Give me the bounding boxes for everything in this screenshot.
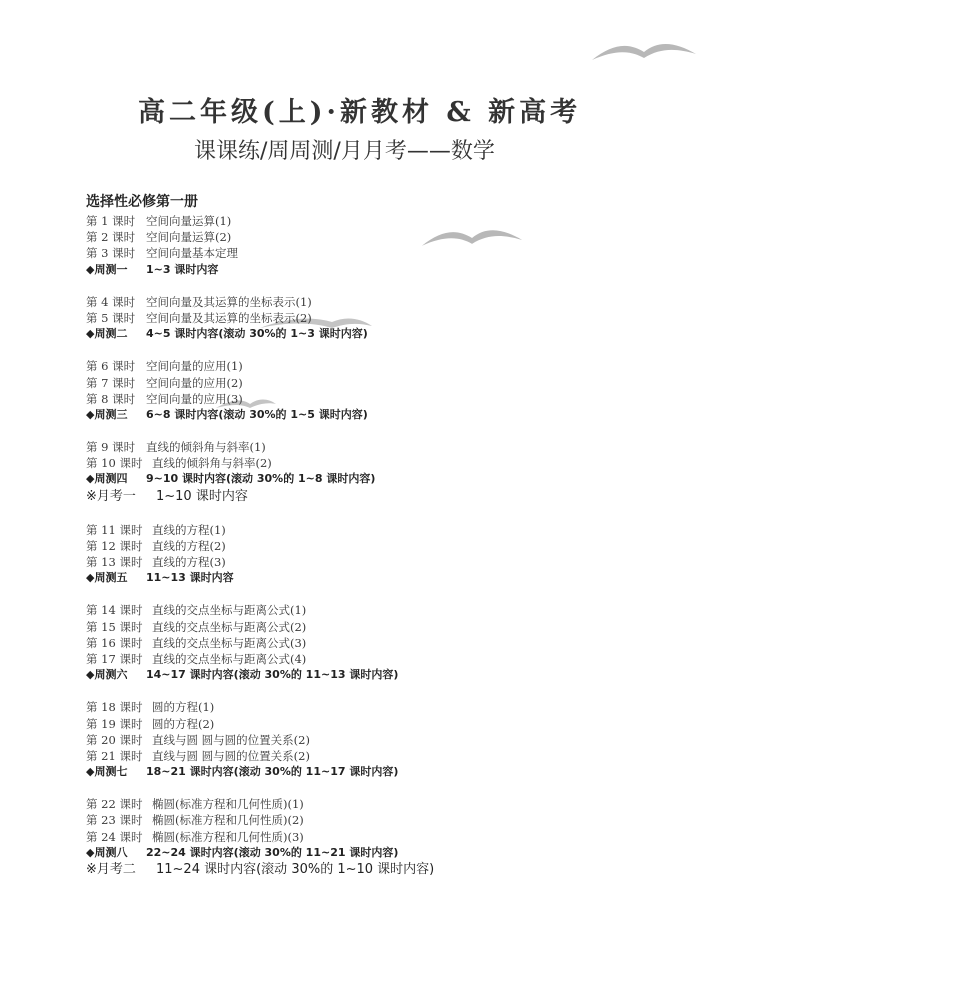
monthly-exam-label: ※月考二 — [86, 862, 136, 877]
lesson-group — [86, 439, 646, 506]
lesson-topic: 直线的倾斜角与斜率(1) — [146, 440, 266, 455]
lesson-number: 第 2 课时 — [86, 230, 136, 245]
page-subtitle: 课课练/周周测/月月考——数学 — [194, 139, 495, 164]
lesson-topic: 直线与圆 圆与圆的位置关系(2) — [152, 748, 310, 763]
lesson-row — [86, 829, 646, 845]
weekly-test-row — [86, 326, 646, 342]
lesson-row — [86, 375, 646, 391]
lesson-topic: 空间向量的应用(2) — [146, 375, 243, 390]
lesson-group — [86, 602, 646, 683]
lesson-number: 第 13 课时 — [86, 555, 143, 569]
weekly-test-row — [86, 471, 646, 487]
lesson-row — [86, 213, 646, 229]
lesson-number: 第 5 课时 — [86, 310, 136, 325]
weekly-test-content: 4~5 课时内容(滚动 30%的 1~3 课时内容) — [146, 327, 368, 341]
weekly-test-content: 11~13 课时内容 — [146, 571, 234, 585]
lesson-row — [86, 635, 646, 651]
monthly-exam-content: 1~10 课时内容 — [156, 488, 248, 504]
lesson-group — [86, 522, 646, 587]
lesson-topic: 圆的方程(2) — [152, 716, 215, 731]
lesson-topic: 圆的方程(1) — [152, 700, 215, 715]
lesson-number: 第 18 课时 — [86, 700, 143, 715]
lesson-row — [86, 602, 646, 618]
lesson-number: 第 15 课时 — [86, 619, 143, 634]
weekly-test-content: 18~21 课时内容(滚动 30%的 11~17 课时内容) — [146, 765, 399, 779]
lesson-row — [86, 358, 646, 374]
lesson-row — [86, 619, 646, 635]
lesson-topic: 空间向量及其运算的坐标表示(1) — [146, 294, 312, 309]
monthly-exam-row — [86, 488, 646, 506]
table-of-contents — [86, 193, 646, 895]
weekly-test-row — [86, 845, 646, 861]
lesson-topic: 直线的交点坐标与距离公式(3) — [152, 635, 307, 650]
weekly-test-label: ◆周测五 — [86, 571, 128, 585]
lesson-topic: 椭圆(标准方程和几何性质)(2) — [152, 813, 304, 828]
lesson-number: 第 8 课时 — [86, 391, 136, 406]
book-title: 选择性必修第一册 — [86, 194, 198, 210]
lesson-row — [86, 310, 646, 326]
weekly-test-row — [86, 764, 646, 780]
lesson-number: 第 3 课时 — [86, 246, 136, 261]
lesson-group — [86, 796, 646, 879]
lesson-group — [86, 699, 646, 780]
weekly-test-row — [86, 262, 646, 278]
lesson-topic: 空间向量及其运算的坐标表示(2) — [146, 310, 312, 325]
lesson-row — [86, 732, 646, 748]
lesson-row — [86, 522, 646, 538]
lesson-topic: 直线的交点坐标与距离公式(2) — [152, 619, 307, 634]
lesson-row — [86, 699, 646, 715]
lesson-topic: 空间向量的应用(3) — [146, 391, 243, 406]
lesson-row — [86, 538, 646, 554]
lesson-group — [86, 213, 646, 278]
lesson-row — [86, 796, 646, 812]
lesson-row — [86, 748, 646, 764]
weekly-test-label: ◆周测七 — [86, 765, 128, 779]
page-title: 高二年级(上)·新教材 & 新高考 — [138, 97, 582, 128]
lesson-topic: 直线的交点坐标与距离公式(1) — [152, 603, 307, 618]
weekly-test-label: ◆周测六 — [86, 668, 128, 682]
monthly-exam-label: ※月考一 — [86, 488, 136, 504]
weekly-test-row — [86, 407, 646, 423]
lesson-topic: 直线的方程(1) — [152, 522, 226, 537]
lesson-number: 第 24 课时 — [86, 829, 143, 844]
weekly-test-label: ◆周测二 — [86, 327, 128, 341]
weekly-test-content: 1~3 课时内容 — [146, 262, 219, 276]
lesson-row — [86, 716, 646, 732]
lesson-number: 第 7 课时 — [86, 375, 136, 390]
monthly-exam-row — [86, 861, 646, 879]
weekly-test-content: 6~8 课时内容(滚动 30%的 1~5 课时内容) — [146, 407, 368, 421]
lesson-row — [86, 651, 646, 667]
lesson-number: 第 20 课时 — [86, 732, 143, 747]
weekly-test-label: ◆周测四 — [86, 472, 128, 486]
lesson-number: 第 22 课时 — [86, 797, 143, 812]
lesson-number: 第 19 课时 — [86, 716, 143, 731]
weekly-test-row — [86, 570, 646, 586]
weekly-test-content: 9~10 课时内容(滚动 30%的 1~8 课时内容) — [146, 472, 376, 486]
lesson-number: 第 12 课时 — [86, 538, 143, 553]
lesson-number: 第 17 课时 — [86, 651, 143, 666]
lesson-topic: 直线的交点坐标与距离公式(4) — [152, 651, 307, 666]
lesson-group — [86, 358, 646, 423]
weekly-test-label: ◆周测八 — [86, 845, 128, 859]
weekly-test-label: ◆周测三 — [86, 407, 128, 421]
lesson-row — [86, 229, 646, 245]
lesson-topic: 椭圆(标准方程和几何性质)(1) — [152, 797, 304, 812]
lesson-number: 第 1 课时 — [86, 214, 136, 228]
lesson-topic: 直线的倾斜角与斜率(2) — [152, 456, 272, 471]
weekly-test-content: 22~24 课时内容(滚动 30%的 11~21 课时内容) — [146, 845, 399, 859]
lesson-topic: 空间向量的应用(1) — [146, 359, 243, 374]
lesson-row — [86, 439, 646, 455]
lesson-group — [86, 294, 646, 343]
weekly-test-row — [86, 667, 646, 683]
lesson-topic: 空间向量运算(2) — [146, 230, 232, 245]
lesson-row — [86, 391, 646, 407]
lesson-number: 第 11 课时 — [86, 522, 143, 537]
lesson-row — [86, 455, 646, 471]
weekly-test-content: 14~17 课时内容(滚动 30%的 11~13 课时内容) — [146, 668, 399, 682]
lesson-number: 第 9 课时 — [86, 440, 136, 455]
lesson-number: 第 14 课时 — [86, 603, 143, 618]
lesson-topic: 直线与圆 圆与圆的位置关系(2) — [152, 732, 310, 747]
monthly-exam-content: 11~24 课时内容(滚动 30%的 1~10 课时内容) — [156, 862, 435, 877]
lesson-number: 第 6 课时 — [86, 359, 136, 374]
lesson-number: 第 23 课时 — [86, 813, 143, 828]
lesson-row — [86, 812, 646, 828]
lesson-row — [86, 245, 646, 261]
seagull-icon — [590, 40, 700, 66]
lesson-topic: 椭圆(标准方程和几何性质)(3) — [152, 829, 304, 844]
lesson-number: 第 16 课时 — [86, 635, 143, 650]
lesson-topic: 直线的方程(2) — [152, 538, 226, 553]
lesson-row — [86, 294, 646, 310]
lesson-row — [86, 554, 646, 570]
lesson-topic: 空间向量基本定理 — [146, 246, 238, 261]
lesson-number: 第 10 课时 — [86, 456, 143, 471]
weekly-test-label: ◆周测一 — [86, 262, 128, 276]
lesson-number: 第 21 课时 — [86, 748, 143, 763]
lesson-topic: 空间向量运算(1) — [146, 214, 232, 228]
lesson-topic: 直线的方程(3) — [152, 555, 226, 569]
lesson-number: 第 4 课时 — [86, 294, 136, 309]
